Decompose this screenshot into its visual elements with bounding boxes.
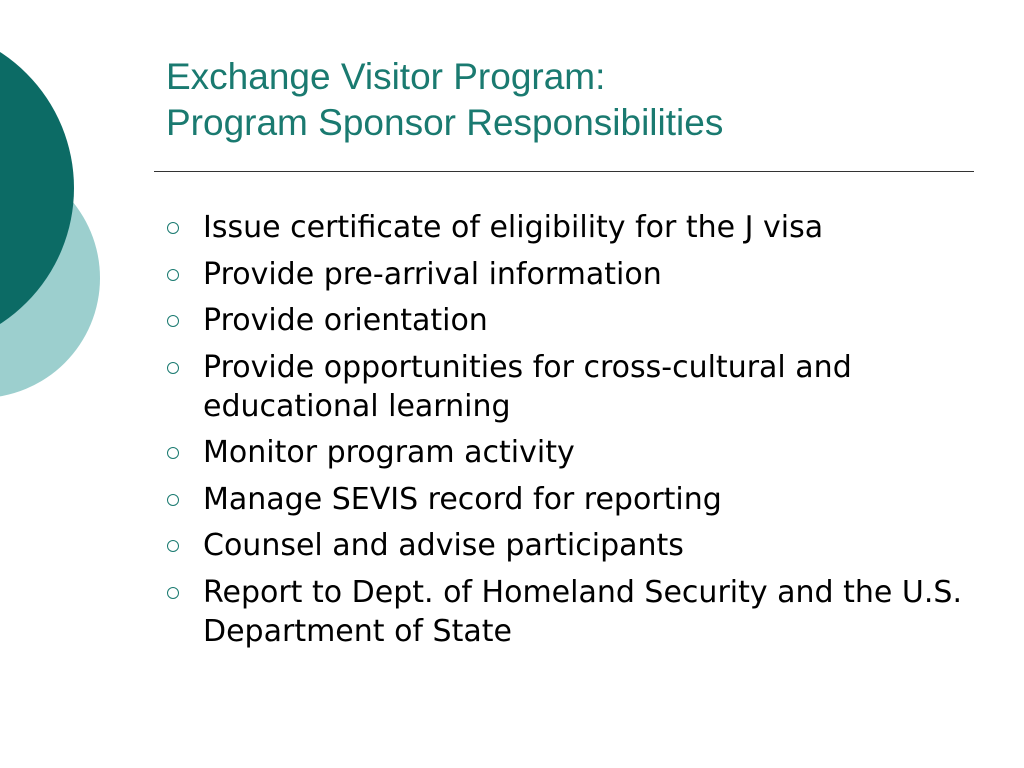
bullet-text: Report to Dept. of Homeland Security and the U.S. Department of State [203,574,962,649]
hollow-circle-icon [167,447,179,459]
hollow-circle-icon [167,540,179,552]
bullet-text: Provide opportunities for cross-cultural and educational learning [203,349,852,424]
bullet-item [162,208,972,247]
hollow-circle-icon [167,269,179,281]
bullet-text: Issue certificate of eligibility for the J visa [203,210,824,245]
bullet-item [162,301,972,340]
bullet-text: Counsel and advise participants [203,528,684,563]
hollow-circle-icon [167,494,179,506]
bullet-item [162,255,972,294]
bullet-item [162,433,972,472]
hollow-circle-icon [167,362,179,374]
bullet-text: Provide pre-arrival information [203,256,662,292]
hollow-circle-icon [167,222,179,234]
bullet-item [162,480,972,519]
slide-title [166,54,723,146]
hollow-circle-icon [167,587,179,599]
bullet-item [162,348,972,426]
bullet-text: Manage SEVIS record for reporting [203,481,722,517]
bullet-text: Provide orientation [203,303,488,338]
bullet-list [162,208,972,658]
title-divider [154,171,974,172]
bullet-item [162,526,972,565]
slide-title-line-2: Program Sponsor Responsibilities [166,102,724,143]
hollow-circle-icon [167,315,179,327]
bullet-text: Monitor program activity [203,435,575,470]
slide-title-line-1: Exchange Visitor Program: [166,56,606,97]
bullet-item [162,573,972,651]
